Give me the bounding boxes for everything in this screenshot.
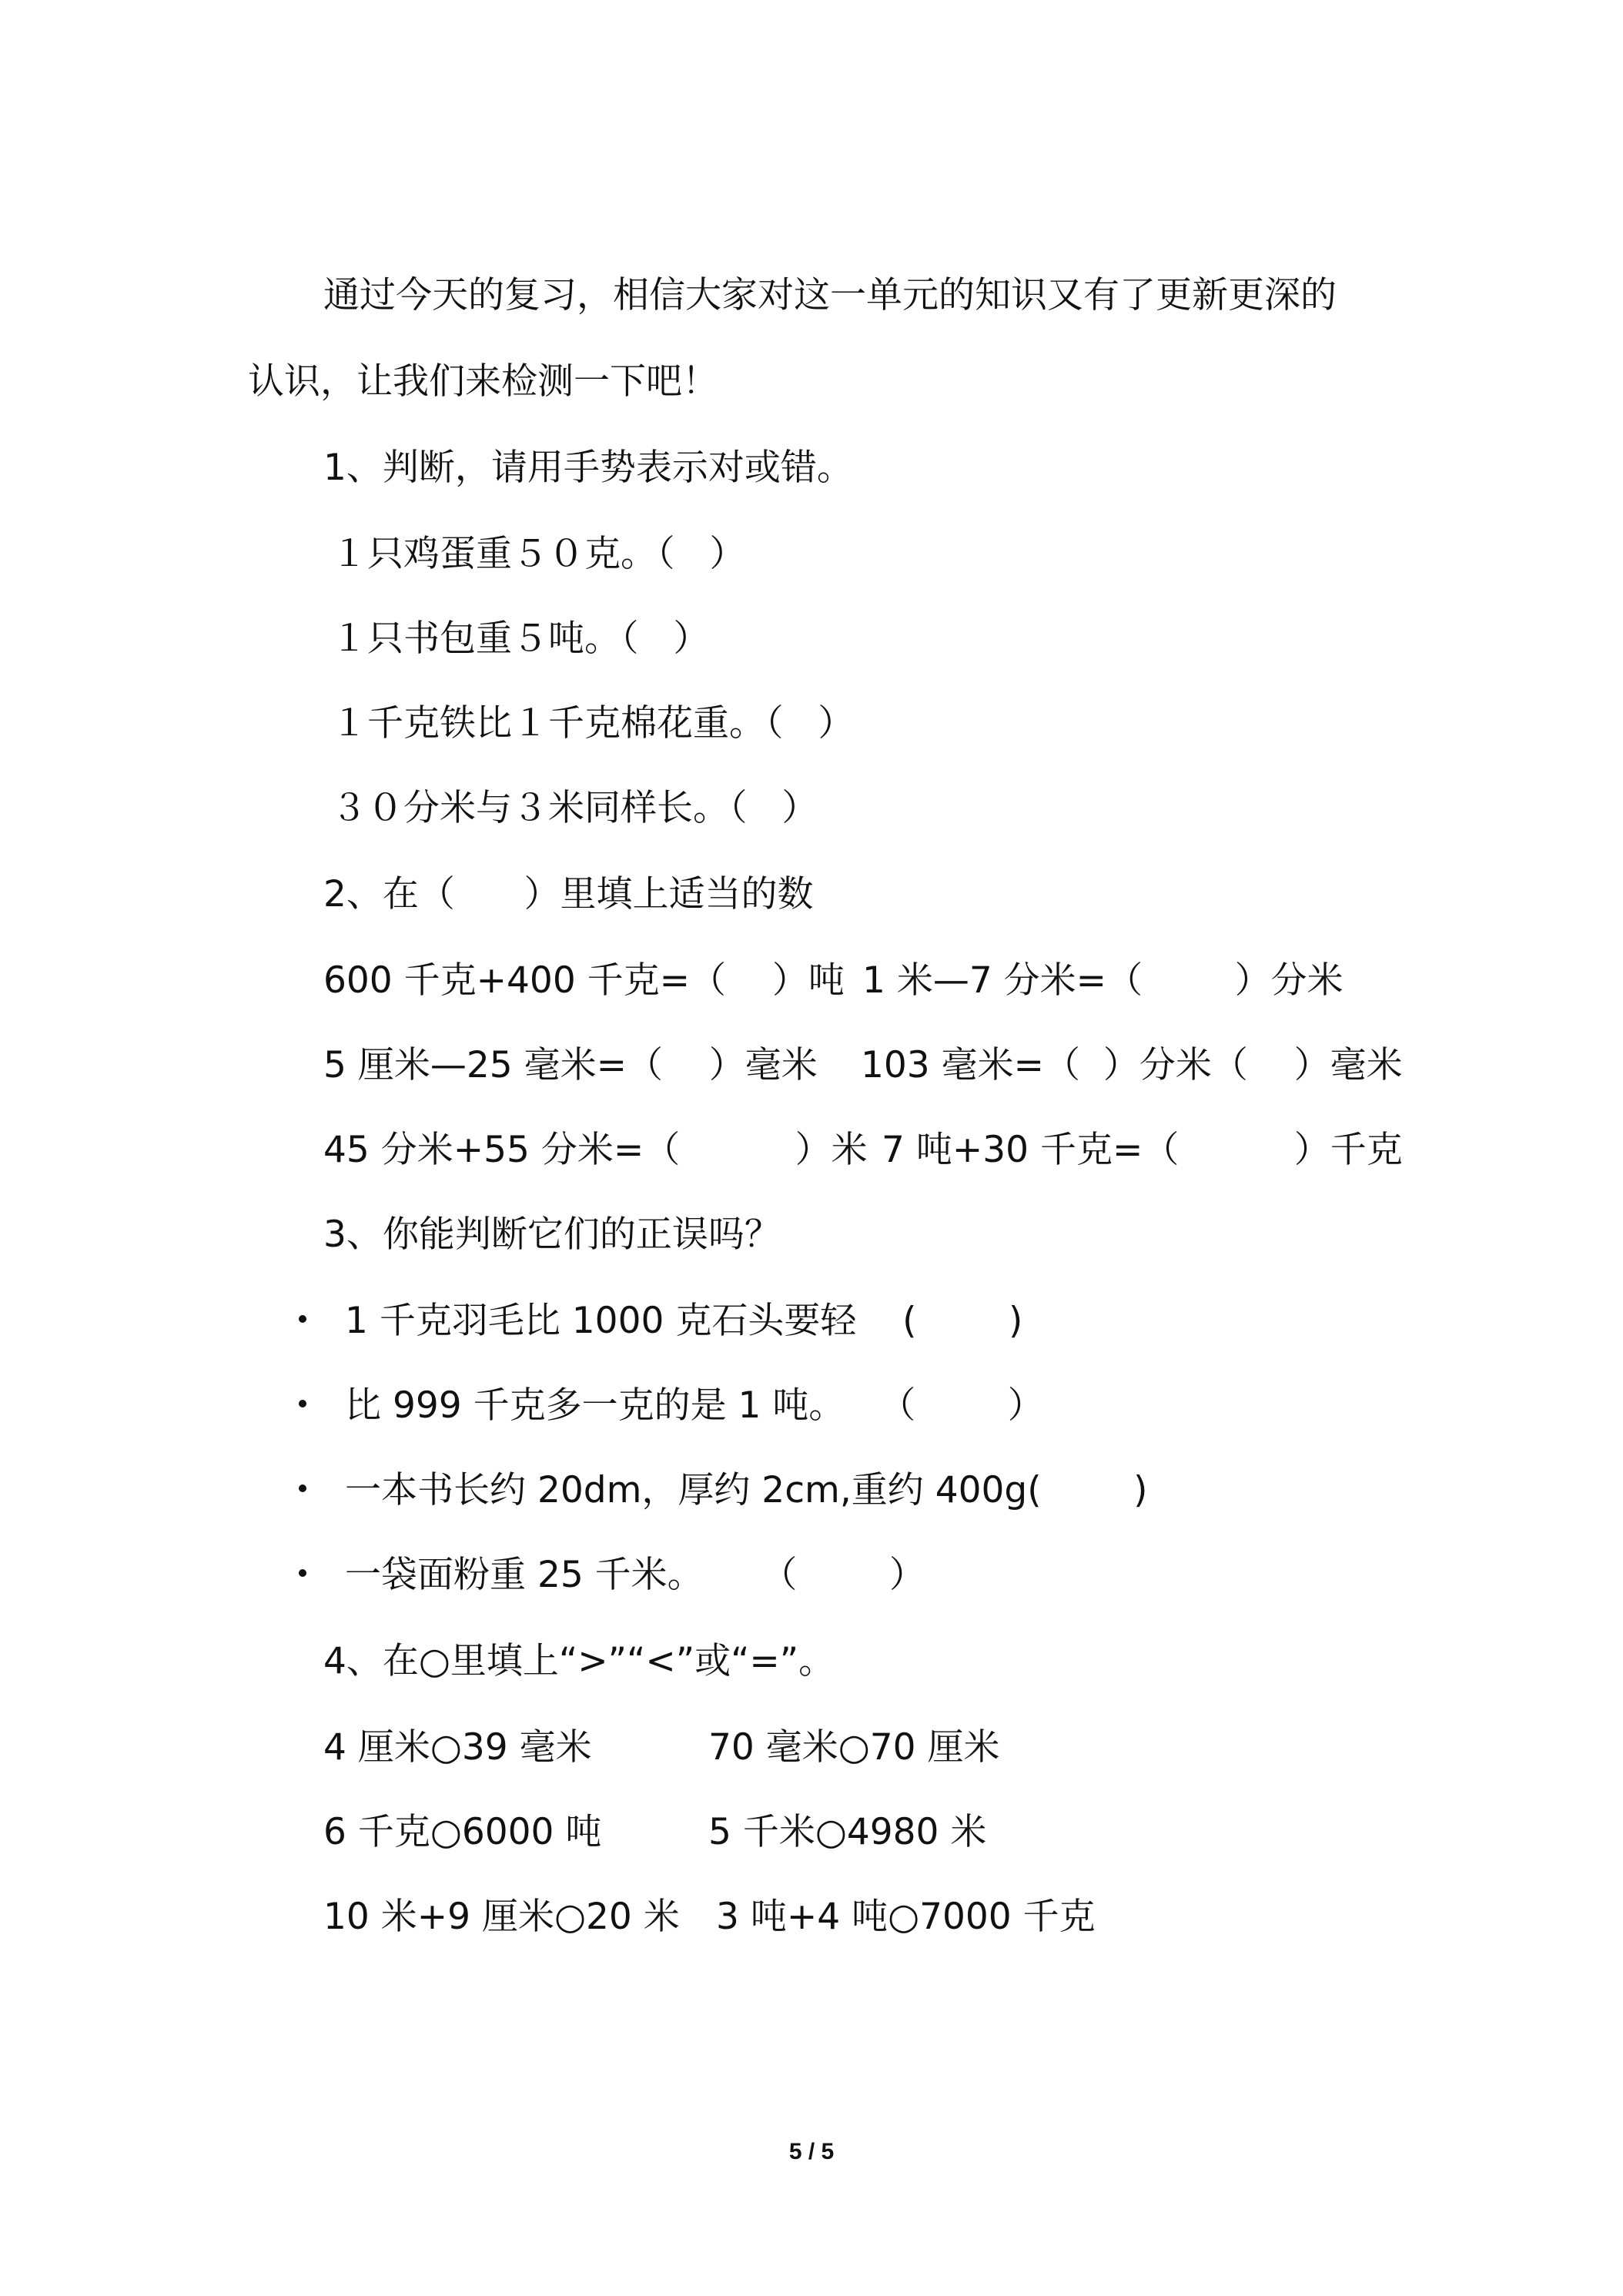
bullet-icon [299, 1400, 306, 1407]
question-3-item-3: 一本书长约 20dm，厚约 2cm,重约 400g( ) [345, 1469, 1148, 1511]
question-2-row-3-left: 45 分米+55 分米=（ ）米 [323, 1129, 868, 1171]
question-4-row-2-right: 5 千米○4980 米 [708, 1811, 987, 1853]
question-4-row-2-left: 6 千克○6000 吨 [323, 1811, 602, 1853]
question-1-item-3: １千克铁比１千克棉花重。（ ） [331, 702, 855, 745]
question-4-row-1-left: 4 厘米○39 毫米 [323, 1726, 592, 1769]
question-1-item-1: １只鸡蛋重５０克。（ ） [331, 533, 746, 575]
question-4-row-1-right: 70 毫米○70 厘米 [708, 1726, 1000, 1769]
question-1-title: 1、判断，请用手势表示对或错。 [323, 447, 853, 489]
question-2-row-1-right: 1 米—7 分米=（ ）分米 [862, 959, 1344, 1002]
intro-line-1: 通过今天的复习，相信大家对这一单元的知识又有了更新更深的 [323, 274, 1337, 316]
page-number: 5 / 5 [788, 2139, 835, 2164]
question-4-row-3-left: 10 米+9 厘米○20 米 [323, 1896, 680, 1938]
question-2-row-3-right: 7 吨+30 千克=（ ）千克 [882, 1129, 1403, 1171]
question-2-row-2-left: 5 厘米—25 毫米=（ ）毫米 [323, 1044, 818, 1086]
intro-line-2: 认识，让我们来检测一下吧！ [248, 360, 718, 403]
bullet-icon [299, 1484, 306, 1492]
question-1-item-2: １只书包重５吨。（ ） [331, 618, 710, 660]
bullet-icon [299, 1315, 306, 1323]
question-4-title: 4、在○里填上“>”“<”或“=”。 [323, 1640, 835, 1682]
question-2-row-1-left: 600 千克+400 千克=（ ）吨 [323, 959, 845, 1002]
question-2-row-2-right: 103 毫米=（ ）分米（ ）毫米 [861, 1044, 1403, 1086]
question-2-title: 2、在（ ）里填上适当的数 [323, 873, 814, 915]
question-1-item-4: ３０分米与３米同样长。（ ） [331, 787, 818, 829]
question-3-item-2: 比 999 千克多一克的是 1 吨。 （ ） [345, 1384, 1044, 1427]
bullet-icon [299, 1569, 306, 1577]
question-3-item-1: 1 千克羽毛比 1000 克石头要轻 ( ) [345, 1300, 1023, 1342]
question-3-title: 3、你能判断它们的正误吗？ [323, 1213, 781, 1256]
question-4-row-3-right: 3 吨+4 吨○7000 千克 [716, 1896, 1096, 1938]
question-3-item-4: 一袋面粉重 25 千米。 （ ） [345, 1554, 925, 1596]
